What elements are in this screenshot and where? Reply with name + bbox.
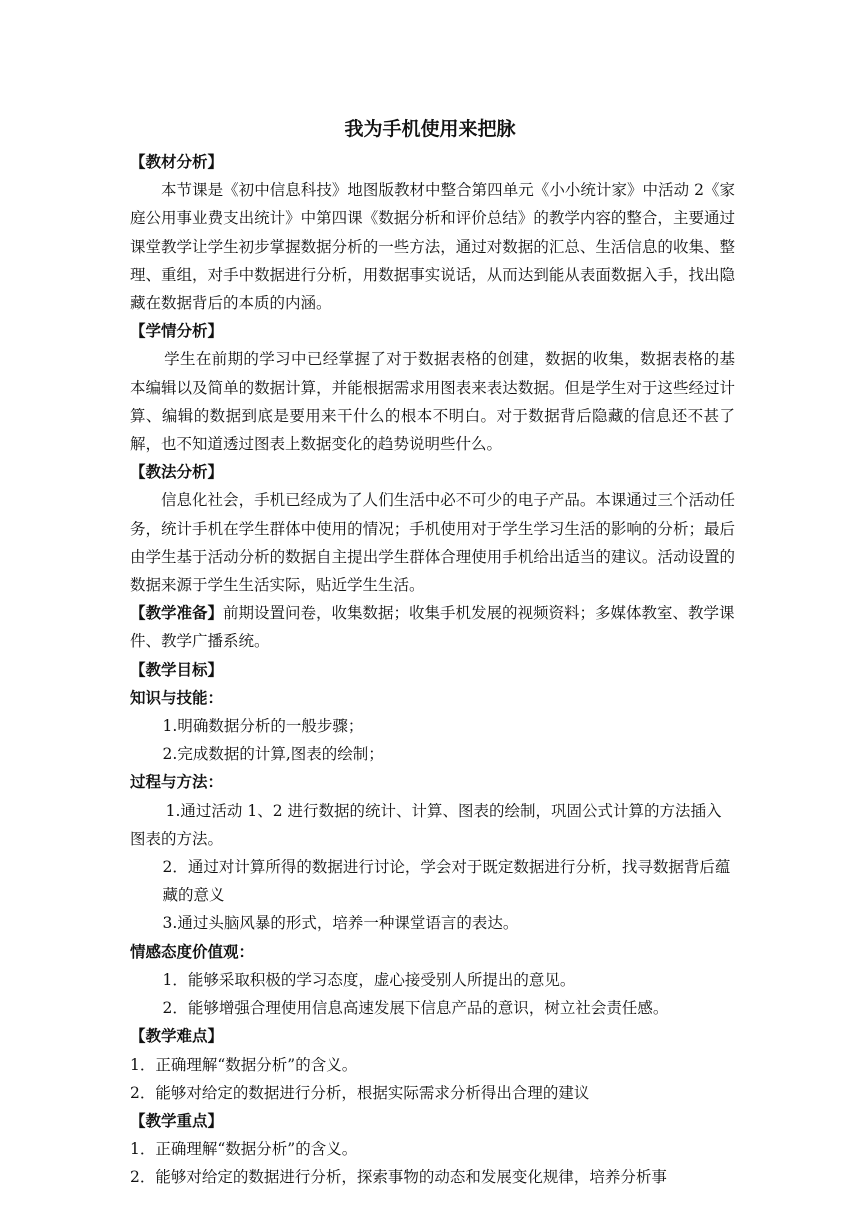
list-item: 2.完成数据的计算,图表的绘制；	[162, 745, 384, 764]
heading-student-analysis: 【学情分析】	[130, 322, 224, 341]
document-title: 我为手机使用来把脉	[344, 118, 516, 140]
list-item: 1．能够采取积极的学习态度，虚心接受别人所提出的意见。	[162, 970, 576, 989]
heading-method-analysis: 【教法分析】	[130, 463, 224, 482]
heading-teaching-key-points: 【教学重点】	[130, 1111, 224, 1130]
list-item: 1．正确理解“数据分析”的含义。	[130, 1055, 358, 1074]
heading-teaching-prep: 【教学准备】	[130, 604, 224, 623]
list-item: 2．能够对给定的数据进行分析，根据实际需求分析得出合理的建议	[130, 1083, 590, 1102]
heading-textbook-analysis: 【教材分析】	[130, 153, 224, 171]
paragraph-textbook-analysis: 本节课是《初中信息科技》地图版教材中整合第四单元《小小统计家》中活动 2《家庭公用事业费支出统计》中第四课《数据分析和评价总结》的教学内容的整合，主要通过课堂教学让学生初步掌握数据分析的一些方法，通过对数据的汇总、生活信息的收集、整理、重组，对手中数据进行分析，用数据事实说话，从而达到能从表面数据入手，找出隐藏在数据背后的本质的内涵。	[130, 181, 735, 313]
heading-teaching-difficulty: 【教学难点】	[130, 1027, 224, 1046]
teaching-prep-text: 前期设置问卷，收集数据；收集手机发展的视频资料；多媒体教室、教学课件、教学广播系统。	[130, 604, 735, 651]
subheading-process-method: 过程与方法：	[130, 773, 224, 792]
document-body	[130, 148, 735, 1192]
paragraph-method-analysis: 信息化社会，手机已经成为了人们生活中必不可少的电子产品。本课通过三个活动任务，统计手机在学生群体中使用的情况；手机使用对于学生学习生活的影响的分析；最后由学生基于活动分析的数据自主提出学生群体合理使用手机给出适当的建议。活动设置的数据来源于学生生活实际，贴近学生生活。	[130, 491, 735, 595]
list-item: 2．通过对计算所得的数据进行讨论，学会对于既定数据进行分析，找寻数据背后蕴藏的意义	[162, 858, 731, 905]
list-item: 3.通过头脑风暴的形式，培养一种课堂语言的表达。	[162, 914, 519, 933]
list-item: 2．能够对给定的数据进行分析，探索事物的动态和发展变化规律，培养分析事	[130, 1168, 667, 1187]
list-item: 1．正确理解“数据分析”的含义。	[130, 1140, 358, 1159]
paragraph-student-analysis: 学生在前期的学习中已经掌握了对于数据表格的创建，数据的收集，数据表格的基本编辑以及简单的数据计算，并能根据需求用图表来表达数据。但是学生对于这些经过计算、编辑的数据到底是要用来干什么的根本不明白。对于数据背后隐藏的信息还不甚了解，也不知道透过图表上数据变化的趋势说明些什么。	[130, 350, 735, 454]
heading-teaching-goals: 【教学目标】	[130, 660, 224, 679]
list-item: 1.明确数据分析的一般步骤；	[162, 717, 364, 736]
list-item: 1.通过活动 1、2 进行数据的统计、计算、图表的绘制，巩固公式计算的方法插入图表的方法。	[130, 801, 722, 848]
subheading-knowledge-skills: 知识与技能：	[130, 688, 224, 707]
list-item: 2．能够增强合理使用信息高速发展下信息产品的意识，树立社会责任感。	[162, 999, 669, 1018]
teaching-prep-paragraph	[130, 599, 735, 655]
subheading-emotion-values: 情感态度价值观：	[130, 942, 255, 961]
